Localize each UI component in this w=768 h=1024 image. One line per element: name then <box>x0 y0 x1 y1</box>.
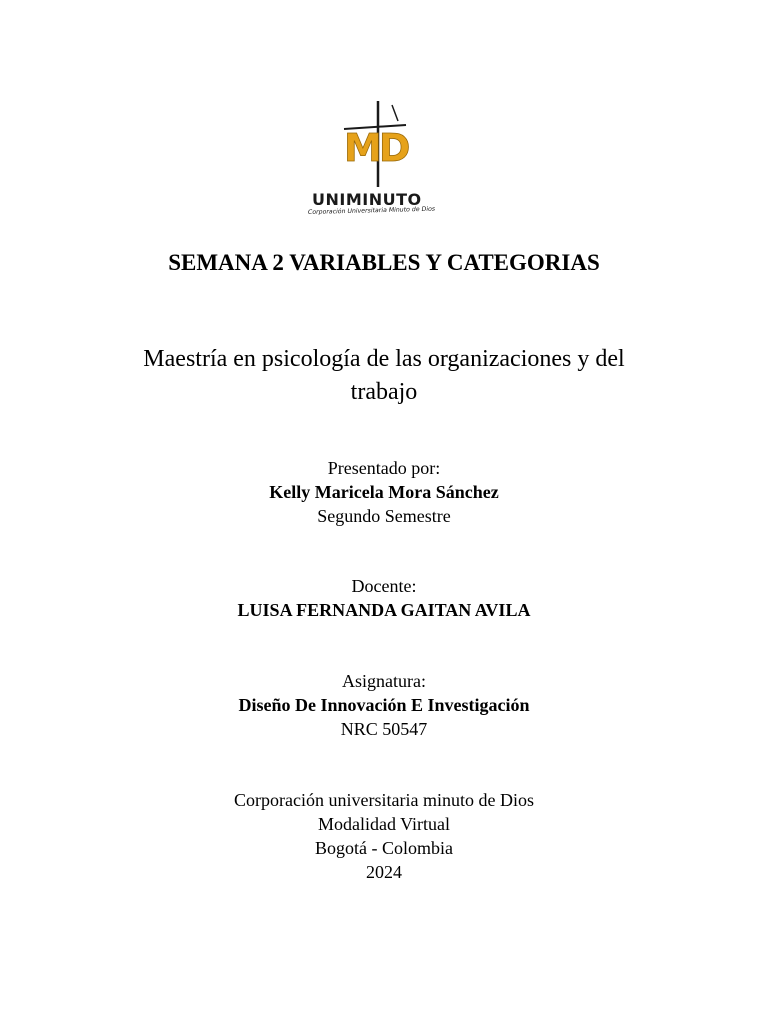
subject-name: Diseño De Innovación E Investigación <box>238 695 530 715</box>
institution-year: 2024 <box>366 862 402 882</box>
logo-monogram: MD <box>344 126 408 170</box>
program-line-1: Maestría en psicología de las organizaciones y del <box>143 346 625 372</box>
logo-brand: UNIMINUTO <box>312 190 422 209</box>
institution-city: Bogotá - Colombia <box>315 838 453 858</box>
presented-by-label: Presentado por: <box>327 458 441 478</box>
program-line-2: trabajo <box>350 379 418 405</box>
institution-modality: Modalidad Virtual <box>317 814 451 834</box>
subject-nrc: NRC 50547 <box>340 719 428 739</box>
logo-tagline: Corporación Universitaria Minuto de Dios <box>307 205 436 216</box>
teacher-name: LUISA FERNANDA GAITAN AVILA <box>237 600 531 620</box>
uniminuto-logo <box>306 95 461 220</box>
teacher-label: Docente: <box>351 576 417 596</box>
semester: Segundo Semestre <box>317 506 451 526</box>
document-title: SEMANA 2 VARIABLES Y CATEGORIAS <box>168 250 600 275</box>
subject-label: Asignatura: <box>342 671 426 691</box>
uniminuto-logo-graphic <box>306 95 461 220</box>
program-name <box>0 343 768 409</box>
institution-name: Corporación universitaria minuto de Dios <box>234 790 534 810</box>
author-name: Kelly Maricela Mora Sánchez <box>269 482 499 502</box>
